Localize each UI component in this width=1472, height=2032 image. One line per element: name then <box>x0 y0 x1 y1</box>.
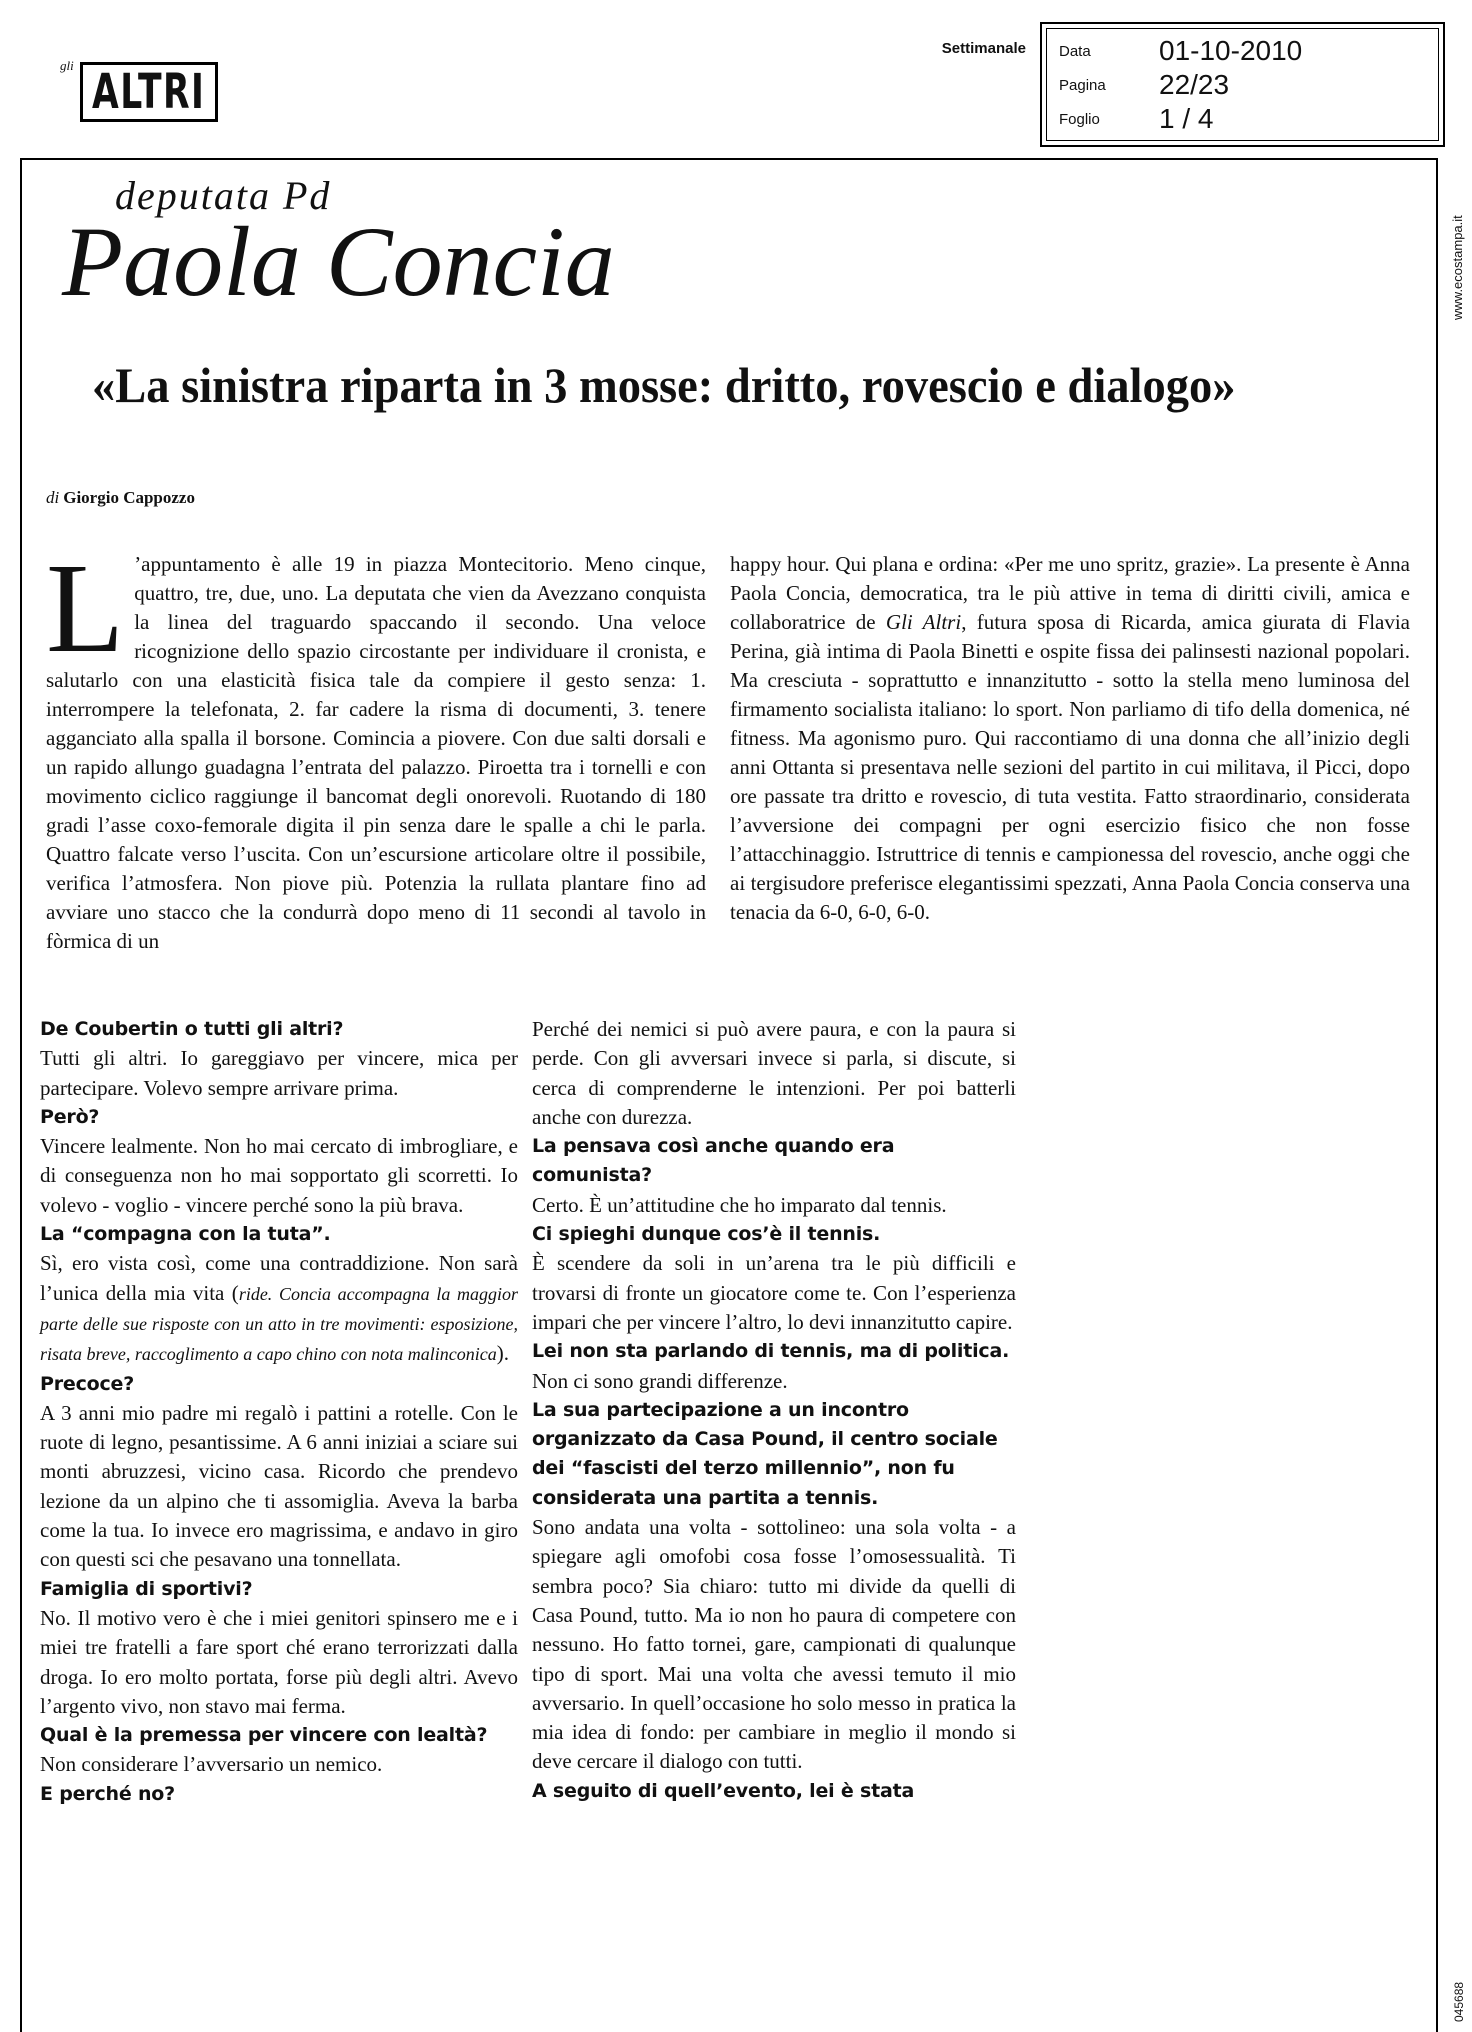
intro-left-column <box>46 537 706 956</box>
question: Precoce? <box>40 1372 135 1395</box>
frequency-label: Settimanale <box>941 40 1026 57</box>
answer-aside: ride. Concia accompagna la maggior parte delle sue risposte con un atto in tre movimenti: esposizione, risata breve, raccoglimento a capo chino con nota malinconica <box>40 1283 518 1365</box>
intro-right-text-a: happy hour. Qui plana e ordina: «Per me uno spritz, grazie». La presente è Anna Paola Concia, democratica, tra le più attive in tema di diritti civili, amica e collaboratrice de <box>730 552 1410 634</box>
intro-right-column <box>730 550 1410 927</box>
question: Ci spieghi dunque cos’è il tennis. <box>532 1223 881 1246</box>
answer: No. Il motivo vero è che i miei genitori spinsero me e i miei tre fratelli a fare sport ché erano terrorizzati dalla droga. Io ero molto portata, forse più degli altri. Avevo l’argento vivo, non stavo mai ferma. <box>40 1605 518 1718</box>
question: Però? <box>40 1105 100 1128</box>
question: La “compagna con la tuta”. <box>40 1223 331 1246</box>
logo-prefix: gli <box>60 58 74 73</box>
qa-left-column <box>40 1015 518 1809</box>
info-box <box>1040 22 1445 147</box>
side-site-text: www.ecostampa.it <box>1450 215 1465 320</box>
answer: Vincere lealmente. Non ho mai cercato di imbrogliare, e di conseguenza non ho mai sopportato gli scorretti. Io volevo - voglio - vincere perché sono la più brava. <box>40 1134 518 1217</box>
side-site-label <box>1450 160 1464 320</box>
info-value: 22/23 <box>1159 69 1230 100</box>
page-title: Paola Concia <box>62 206 615 317</box>
intro-right-text-b: , futura sposa di Ricarda, amica giurata di Flavia Perina, già intima di Paola Binetti e ospite fissa dei palinsesti nazional popolari. Ma cresciuta - soprattutto e innanzitutto - sotto la stella meno luminosa del firmamento socialista italiano: lo sport. Non parliamo di tifo della domenica, né fitness. Ma agonismo puro. Qui raccontiamo di una donna che all’inizio degli anni Ottanta si presentava nelle sezioni del partito in cui militava, il Picci, dopo ore passate tra dritto e rovescio, di tuta vestita. Fatto straordinario, considerata l’avversione dei compagni per ogni esercizio fisico che non fosse l’attacchinaggio. Istruttrice di tennis e campionessa del rovescio, anche oggi che ai tergisudore preferisce elegantissimi spezzati, Anna Paola Concia conserva una tenacia da 6-0, 6-0, 6-0. <box>730 610 1411 924</box>
intro-left-text: ’appuntamento è alle 19 in piazza Montecitorio. Meno cinque, quattro, tre, due, uno. La deputata che vien da Avezzano conquista la linea del traguardo spaccando il secondo. Una veloce ricognizione dello spazio circostante per individuare il cronista, e salutarlo con una elasticità fisica tale da compiere il gesto senza: 1. interrompere la telefonata, 2. far cadere la risma di documenti, 3. tenere agganciato alla spalla il borsone. Comincia a piovere. Con due salti dorsali e un rapido allungo guadagna l’entrata del palazzo. Piroetta tra i tornelli e con movimento ciclico raggiunge il bancomat degli onorevoli. Ruotando di 180 gradi l’asse coxo-femorale digita il pin senza dare le spalle a chi le parla. Quattro falcate verso l’uscita. Con un’escursione articolare oltre il possibile, verifica l’atmosfera. Non piove più. Potenzia la rullata plantare fino ad avviare uno stacco che la condurrà dopo meno di 11 secondi al tavolo in fòrmica di un <box>46 552 706 953</box>
answer <box>40 1249 518 1369</box>
question: De Coubertin o tutti gli altri? <box>40 1018 344 1040</box>
question: Famiglia di sportivi? <box>40 1577 253 1600</box>
answer: A 3 anni mio padre mi regalò i pattini a rotelle. Con le ruote di legno, pesantissime. A 6 anni iniziai a sciare sui monti abruzzesi, vicino casa. Ricordo che prendevo lezione da un alpino che ti assomiglia. Aveva la barba come la tua. Io invece ero magrissima, e andavo in giro con questi sci che pesavano una tonnellata. <box>40 1400 518 1572</box>
answer-text: Sì, ero vista così, come una contraddizione. Non sarà l’unica della mia vita ( <box>40 1251 518 1305</box>
answer-continued: Perché dei nemici si può avere paura, e con la paura si perde. Con gli avversari invece si parla, si discute, si cerca di comprenderne le intenzioni. Per poi batterli anche con durezza. <box>532 1017 1016 1129</box>
qa-right-column <box>532 1015 1016 1806</box>
answer: Non ci sono grandi differenze. <box>532 1368 788 1393</box>
byline-author: Giorgio Cappozzo <box>63 488 195 507</box>
side-code-text: 045688 <box>1452 1981 1466 2022</box>
question: Lei non sta parlando di tennis, ma di politica. <box>532 1340 1010 1363</box>
byline-prefix: di <box>46 488 60 507</box>
headline: «La sinistra riparta in 3 mosse: dritto, rovescio e dialogo» <box>92 357 1236 413</box>
kicker: deputata Pd <box>115 173 332 218</box>
logo-box <box>80 62 218 122</box>
answer-end: ). <box>496 1341 509 1366</box>
answer: Non considerare l’avversario un nemico. <box>40 1752 383 1777</box>
question: E perché no? <box>40 1782 175 1805</box>
question: A seguito di quell’evento, lei è stata <box>532 1779 915 1802</box>
intro-right-em: Gli Altri <box>885 610 962 634</box>
drop-cap: L <box>46 537 125 679</box>
question: La sua partecipazione a un incontro organizzato da Casa Pound, il centro sociale dei “fascisti del terzo millennio”, non fu considerata una partita a tennis. <box>532 1398 998 1509</box>
answer: Sono andata una volta - sottolineo: una sola volta - a spiegare agli omofobi cosa fosse l’omosessualità. Ti sembra poco? Sia chiaro: tutto mi divide da quelli di Casa Pound, tutto. Ma io non ho paura di competere con nessuno. Ho fatto tornei, gare, campionati di qualunque tipo di sport. Mai una volta che avessi temuto il mio avversario. In quell’occasione ho solo messo in pratica la mia idea di fondo: per cambiare in meglio il mondo si deve cercare il dialogo con tutti. <box>532 1515 1016 1774</box>
answer: Certo. È un’attitudine che ho imparato dal tennis. <box>532 1192 947 1217</box>
answer: Tutti gli altri. Io gareggiavo per vincere, mica per partecipare. Volevo sempre arrivare prima. <box>40 1046 518 1100</box>
answer: È scendere da soli in un’arena tra le più difficili e trovarsi di fronte un giocatore come te. Con l’esperienza impari che per vincere l’altro, lo devi innanzitutto capire. <box>532 1251 1016 1334</box>
logo-text: ALTRI <box>92 64 206 120</box>
byline <box>46 488 195 508</box>
info-label: Data <box>1059 43 1091 60</box>
info-label: Pagina <box>1059 77 1106 94</box>
question: Qual è la premessa per vincere con lealtà? <box>40 1724 488 1747</box>
info-value: 01-10-2010 <box>1159 35 1303 66</box>
info-value: 1 / 4 <box>1159 103 1214 134</box>
info-label: Foglio <box>1059 111 1100 128</box>
question: La pensava così anche quando era comunista? <box>532 1135 895 1187</box>
